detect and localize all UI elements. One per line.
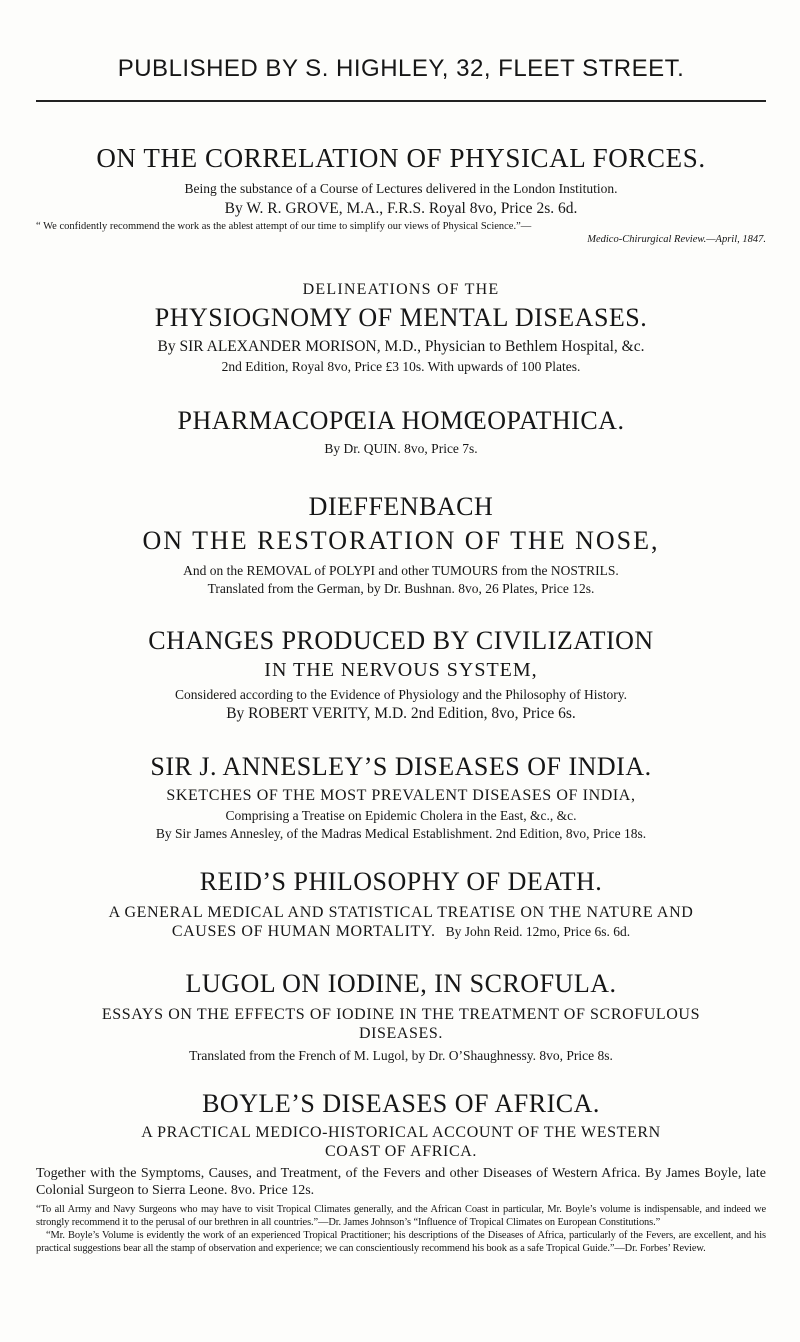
- boyle-sub1: A PRACTICAL MEDICO-HISTORICAL ACCOUNT OF THE WESTERN: [141, 1124, 661, 1141]
- header-rule: [36, 100, 766, 102]
- annesley-line2: By Sir James Annesley, of the Madras Medical Establishment. 2nd Edition, 8vo, Price 18s.: [155, 826, 647, 841]
- quin-line1: By Dr. QUIN. 8vo, Price 7s.: [324, 441, 478, 456]
- grove-quote-source: Medico-Chirurgical Review.—April, 1847.: [587, 234, 766, 245]
- grove-line1: Being the substance of a Course of Lectures delivered in the London Institution.: [184, 181, 618, 196]
- lugol-sub1: ESSAYS ON THE EFFECTS OF IODINE IN THE TREATMENT OF SCROFULOUS: [101, 1006, 701, 1023]
- morison-title: PHYSIOGNOMY OF MENTAL DISEASES.: [154, 303, 648, 332]
- ad-annesley: [36, 752, 766, 843]
- ad-lugol: [36, 969, 766, 1065]
- dieffenbach-line1: And on the REMOVAL of POLYPI and other TUMOURS from the NOSTRILS.: [183, 563, 619, 578]
- ad-boyle: [36, 1089, 766, 1255]
- reid-sub1: A GENERAL MEDICAL AND STATISTICAL TREATISE ON THE NATURE AND: [108, 904, 694, 921]
- grove-title: ON THE CORRELATION OF PHYSICAL FORCES.: [96, 143, 706, 173]
- verity-line1: Considered according to the Evidence of Physiology and the Philosophy of History.: [174, 687, 628, 702]
- grove-quote: [36, 220, 766, 246]
- verity-title2: IN THE NERVOUS SYSTEM,: [264, 659, 538, 681]
- lugol-sub2: DISEASES.: [358, 1025, 444, 1042]
- annesley-line1: Comprising a Treatise on Epidemic Cholera in the East, &c., &c.: [225, 808, 577, 823]
- grove-quote-text: “ We confidently recommend the work as the ablest attempt of our time to simplify our views of Physical Science.”—: [36, 221, 532, 232]
- grove-line2: By W. R. GROVE, M.A., F.R.S. Royal 8vo, Price 2s. 6d.: [224, 200, 578, 217]
- annesley-title: SIR J. ANNESLEY’S DISEASES OF INDIA.: [150, 752, 652, 781]
- boyle-line1: Together with the Symptoms, Causes, and Treatment, of the Fevers and other Diseases of Western Africa. By James Boyle, late Colonial Surgeon to Sierra Leone. 8vo. Price 12s.: [36, 1166, 766, 1198]
- lugol-title: LUGOL ON IODINE, IN SCROFULA.: [185, 969, 617, 998]
- ad-dieffenbach: [36, 492, 766, 598]
- dieffenbach-name: DIEFFENBACH: [308, 492, 494, 521]
- morison-line1: By SIR ALEXANDER MORISON, M.D., Physician to Bethlem Hospital, &c.: [157, 338, 645, 355]
- verity-title1: CHANGES PRODUCED BY CIVILIZATION: [148, 626, 654, 655]
- publisher-header: PUBLISHED BY S. HIGHLEY, 32, FLEET STREET.: [117, 55, 685, 82]
- reid-sub2-line: [36, 922, 766, 941]
- ad-verity: [36, 626, 766, 724]
- boyle-review2: “Mr. Boyle’s Volume is evidently the work of an experienced Tropical Practitioner; his descriptions of the Diseases of Africa, particularly of the Fevers, are excellent, and his practical suggestions bear all the stamp of observation and experience; we can conscientiously recommend his book as a safe Tropical Guide.”—Dr. Forbes’ Review.: [36, 1230, 766, 1254]
- reid-sub2: CAUSES OF HUMAN MORTALITY.: [171, 923, 436, 940]
- reid-sub2-tail: By John Reid. 12mo, Price 6s. 6d.: [445, 924, 631, 939]
- ad-quin: [36, 406, 766, 458]
- ad-reid: [36, 867, 766, 941]
- verity-line2: By ROBERT VERITY, M.D. 2nd Edition, 8vo, Price 6s.: [226, 705, 576, 722]
- lugol-line1: Translated from the French of M. Lugol, by Dr. O’Shaughnessy. 8vo, Price 8s.: [189, 1048, 613, 1063]
- annesley-sub: SKETCHES OF THE MOST PREVALENT DISEASES OF INDIA,: [166, 787, 636, 804]
- reid-title: REID’S PHILOSOPHY OF DEATH.: [199, 867, 603, 896]
- dieffenbach-title: ON THE RESTORATION OF THE NOSE,: [142, 526, 660, 555]
- morison-pre: DELINEATIONS OF THE: [302, 281, 500, 298]
- boyle-review1: “To all Army and Navy Surgeons who may have to visit Tropical Climates generally, and the African Coast in particular, Mr. Boyle’s volume is indispensable, and indeed we strongly recommend it to the perusal of our brethren in all countries.”—Dr. James Johnson’s “Influence of Tropical Climates on European Constitutions.”: [36, 1204, 766, 1228]
- ad-morison: [36, 280, 766, 376]
- ad-grove: [36, 142, 766, 246]
- boyle-sub2: COAST OF AFRICA.: [324, 1143, 477, 1160]
- quin-title: PHARMACOPŒIA HOMŒOPATHICA.: [177, 406, 625, 435]
- dieffenbach-line2: Translated from the German, by Dr. Bushnan. 8vo, 26 Plates, Price 12s.: [207, 581, 595, 596]
- morison-line2: 2nd Edition, Royal 8vo, Price £3 10s. With upwards of 100 Plates.: [221, 359, 581, 374]
- boyle-title: BOYLE’S DISEASES OF AFRICA.: [202, 1089, 600, 1118]
